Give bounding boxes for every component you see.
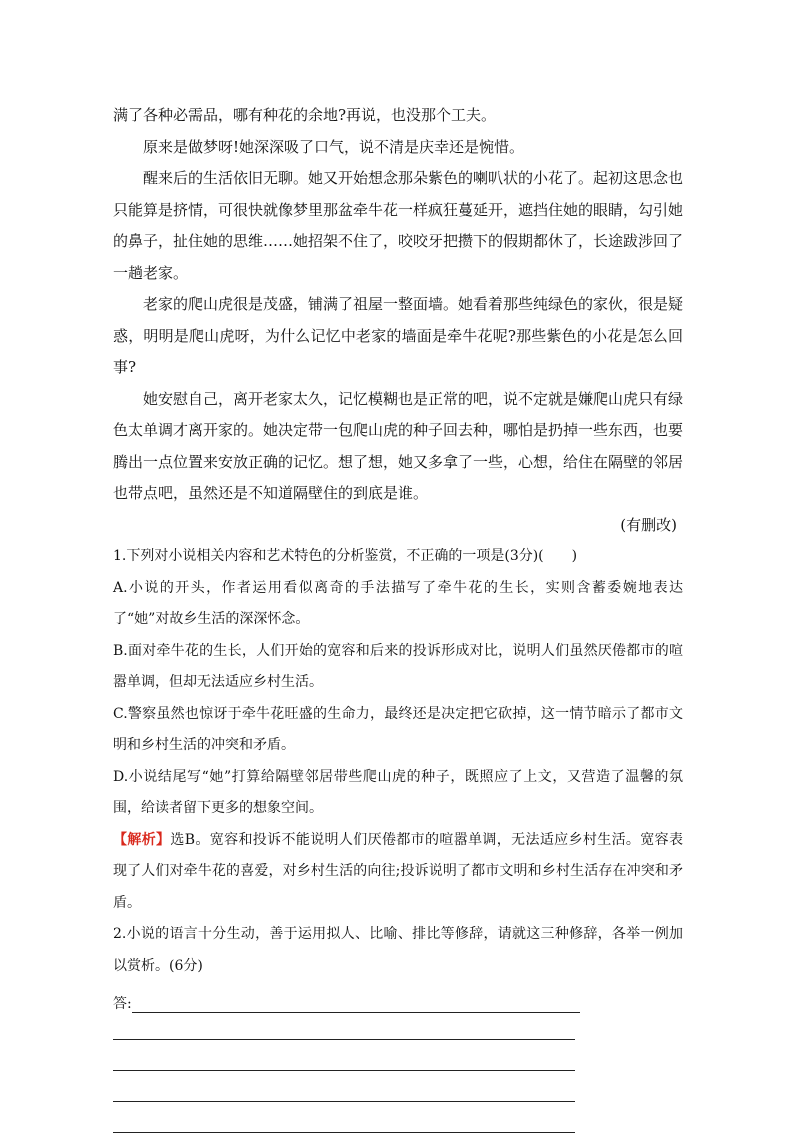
answer-blank-2[interactable] [113, 1013, 683, 1044]
question-1-analysis [113, 825, 683, 920]
question-1-option-d: D.小说结尾写“她”打算给隔壁邻居带些爬山虎的种子，既照应了上文，又营造了温馨的氛围，给读者留下更多的想象空间。 [113, 768, 683, 816]
story-paragraph-2: 原来是做梦呀!她深深吸了口气，说不清是庆幸还是惋惜。 [143, 137, 525, 156]
question-1-stem: 1.下列对小说相关内容和艺术特色的分析鉴赏，不正确的一项是(3分)( ) [113, 548, 578, 564]
answer-rule [113, 1039, 575, 1040]
analysis-text: 选B。宽容和投诉不能说明人们厌倦都市的喧嚣单调，无法适应乡村生活。宽容表现了人们对牵牛花的喜爱，对乡村生活的向往;投诉说明了都市文明和乡村生活存在冲突和矛盾。 [113, 831, 683, 911]
answer-rule [113, 1070, 575, 1071]
story-paragraph-4: 老家的爬山虎很是茂盛，铺满了祖屋一整面墙。她看着那些纯绿色的家伙，很是疑惑，明明是爬山虎呀，为什么记忆中老家的墙面是牵牛花呢?那些紫色的小花是怎么回事? [113, 295, 684, 376]
answer-label: 答: [113, 996, 132, 1012]
question-1-option-a: A.小说的开头，作者运用看似离奇的手法描写了牵牛花的生长，实则含蓄委婉地表达了“她”对故乡生活的深深怀念。 [113, 579, 683, 627]
analysis-tag: 【解析】 [113, 831, 171, 848]
story-paragraph-1: 满了各种必需品，哪有种花的余地?再说，也没那个工夫。 [113, 106, 497, 124]
document-page [113, 100, 683, 1137]
answer-rule [113, 1132, 575, 1133]
question-1-option-b: B.面对牵牛花的生长，人们开始的宽容和后来的投诉形成对比，说明人们虽然厌倦都市的喧嚣单调，但却无法适应乡村生活。 [113, 642, 683, 690]
story-paragraph-5: 她安慰自己，离开老家太久，记忆模糊也是正常的吧，说不定就是嫌爬山虎只有绿色太单调才离开家的。她决定带一包爬山虎的种子回去种，哪怕是扔掉一些东西，也要腾出一点位置来安放正确的记忆。想了想，她又多拿了一些，心想，给住在隔壁的邻居也带点吧，虽然还是不知道隔壁住的到底是谁。 [113, 389, 684, 502]
answer-blank-1[interactable] [132, 994, 580, 1013]
source-note: (有删改) [620, 515, 677, 534]
answer-blank-3[interactable] [113, 1044, 683, 1075]
answer-blank-4[interactable] [113, 1075, 683, 1106]
story-paragraph-3: 醒来后的生活依旧无聊。她又开始想念那朵紫色的喇叭状的小花了。起初这思念也只能算是挤情，可很快就像梦里那盆牵牛花一样疯狂蔓延开，遮挡住她的眼睛，勾引她的鼻子，扯住她的思维……她招架不住了，咬咬牙把攒下的假期都休了，长途跋涉回了一趟老家。 [113, 169, 684, 282]
answer-rule [113, 1101, 575, 1102]
answer-first-line [113, 982, 683, 1013]
question-2-stem: 2.小说的语言十分生动，善于运用拟人、比喻、排比等修辞，请就这三种修辞，各举一例加以赏析。(6分) [113, 926, 683, 974]
question-1-option-c: C.警察虽然也惊讶于牵牛花旺盛的生命力，最终还是决定把它砍掉，这一情节暗示了都市文明和乡村生活的冲突和矛盾。 [113, 705, 683, 753]
answer-blank-5[interactable] [113, 1106, 683, 1137]
